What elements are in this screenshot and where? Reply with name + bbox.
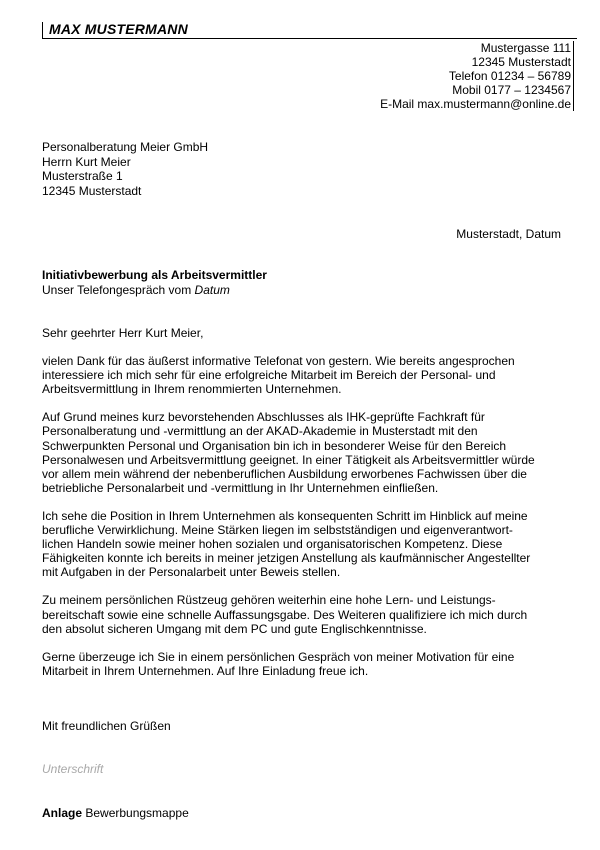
subject-reference-date: Datum (194, 283, 230, 297)
body-line: bereitschaft sowie eine schnelle Auffassungsgabe. Des Weiteren qualifiziere ich mich durch (42, 607, 528, 622)
recipient-city: 12345 Musterstadt (42, 183, 142, 198)
body-line: vor allem mein während der nebenberuflichen Ausbildung erworbenes Fachwissen über die (42, 466, 527, 481)
place-date-line: Musterstadt, Datum (456, 227, 561, 241)
body-line: Gerne überzeuge ich Sie in einem persönlichen Gespräch von meiner Motivation für eine (42, 649, 515, 664)
body-line: lichen Handeln sowie meiner hohen sozialen und organisatorischen Kompetenz. Diese (42, 537, 503, 552)
paragraph-skills (42, 593, 562, 635)
attachment-line (42, 806, 189, 820)
body-line: mit Aufgaben in der Personalarbeit unter Beweis stellen. (42, 565, 341, 580)
letterhead-name: MAX MUSTERMANN (49, 21, 188, 37)
paragraph-invitation (42, 650, 562, 678)
body-line: interessiere ich mich sehr für eine erfolgreiche Mitarbeit im Bereich der Personal- und (42, 368, 496, 383)
closing-phrase: Mit freundlichen Grüßen (42, 719, 171, 733)
paragraph-thanks (42, 354, 562, 396)
sender-city: 12345 Musterstadt (471, 55, 571, 69)
body-line: Arbeitsvermittlung in Ihrem renommierten Unternehmen. (42, 382, 342, 397)
recipient-address-block (42, 140, 208, 198)
sender-phone: Telefon 01234 – 56789 (448, 69, 571, 83)
subject-block (42, 268, 267, 298)
signature-placeholder: Unterschrift (42, 762, 104, 776)
body-line: Fähigkeiten konnte ich bereits in meiner jetzigen Anstellung als kaufmännischer Angestellter (42, 551, 531, 566)
body-line: Zu meinem persönlichen Rüstzeug gehören weiterhin eine hohe Lern- und Leistungs- (42, 593, 496, 608)
body-line: Personalberatung und -vermittlung an der AKAD-Akademie in Musterstadt mit den (42, 424, 478, 439)
subject-reference-prefix: Unser Telefongespräch vom (42, 283, 195, 297)
body-line: Personalwesen und Arbeitsvermittlung geeignet. In einer Tätigkeit als Arbeitsvermittler würde (42, 452, 535, 467)
paragraph-qualification (42, 410, 562, 495)
body-line: Auf Grund meines kurz bevorstehenden Abschlusses als IHK-geprüfte Fachkraft für (42, 410, 485, 425)
letter-body (42, 326, 562, 692)
body-line: Mitarbeit in Ihrem Unternehmen. Auf Ihre Einladung freue ich. (42, 663, 369, 678)
recipient-person: Herrn Kurt Meier (42, 154, 131, 169)
body-line: Ich sehe die Position in Ihrem Unternehmen als konsequenten Schritt im Hinblick auf meine (42, 508, 528, 523)
sender-address-block (380, 41, 574, 111)
recipient-street: Musterstraße 1 (42, 169, 123, 183)
body-line: vielen Dank für das äußerst informative Telefonat von gestern. Wie bereits angesprochen (42, 354, 515, 369)
body-line: betriebliche Personalarbeit und -vermittlung in Ihr Unternehmen einfließen. (42, 480, 439, 495)
body-line: berufliche Verwirklichung. Meine Stärken liegen im selbstständigen und eigenverantwort- (42, 523, 513, 538)
recipient-company: Personalberatung Meier GmbH (42, 140, 209, 154)
paragraph-strengths (42, 509, 562, 579)
body-line: den absolut sicheren Umgang mit dem PC und gute Englischkenntnisse. (42, 621, 427, 636)
body-line: Schwerpunkten Personal und Organisation bin ich in besonderer Weise für den Bereich (42, 438, 507, 453)
sender-email: E-Mail max.mustermann@online.de (380, 97, 571, 111)
subject-reference (42, 283, 267, 298)
sender-mobile: Mobil 0177 – 1234567 (452, 83, 571, 97)
attachment-label: Anlage (42, 806, 83, 820)
salutation: Sehr geehrter Herr Kurt Meier, (42, 326, 204, 340)
attachment-text: Bewerbungsmappe (82, 806, 189, 820)
sender-street: Mustergasse 111 (480, 41, 571, 55)
subject-title: Initiativbewerbung als Arbeitsvermittler (42, 268, 267, 282)
letterhead-bar (42, 22, 577, 39)
